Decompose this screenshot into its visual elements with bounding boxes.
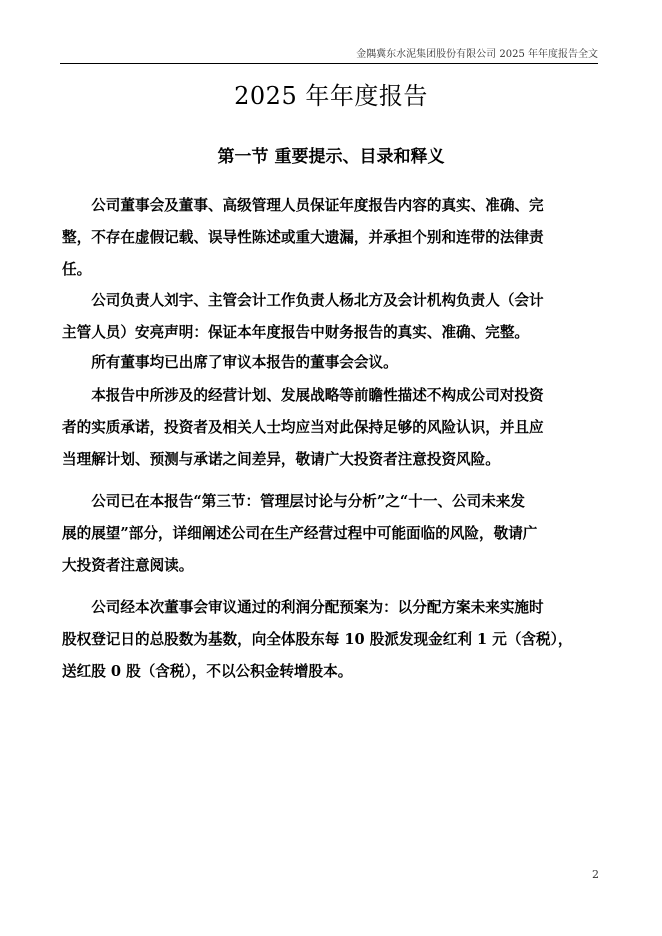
paragraph-forward-looking [62,380,604,476]
paragraph-line: 整，不存在虚假记载、误导性陈述或重大遗漏，并承担个别和连带的法律责 [62,229,544,246]
paragraph-line: 任。 [62,261,92,278]
report-title: 2025 年年度报告 [234,82,428,110]
paragraph-line: 主管人员）安亮声明：保证本年度报告中财务报告的真实、准确、完整。 [62,324,530,341]
paragraph-line: 大投资者注意阅读。 [62,557,194,574]
paragraph-line: 展的展望”部分，详细阐述公司在生产经营过程中可能面临的风险，敬请广 [62,525,538,542]
paragraph-attendance [62,347,604,379]
paragraph-line: 者的实质承诺，投资者及相关人士均应当对此保持足够的风险认识，并且应 [62,419,544,436]
paragraph-line: 公司经本次董事会审议通过的利润分配预案为：以分配方案未来实施时 [62,599,544,616]
paragraph-responsible-persons [62,285,604,349]
paragraph-line: 送红股 0 股（含税），不以公积金转增股本。 [62,663,353,680]
page-header [60,45,598,64]
paragraph-line: 公司董事会及董事、高级管理人员保证年度报告内容的真实、准确、完 [62,197,544,214]
paragraph-line: 所有董事均已出席了审议本报告的董事会会议。 [62,354,398,371]
paragraph-profit-distribution [62,592,604,688]
paragraph-line: 当理解计划、预测与承诺之间差异，敬请广大投资者注意投资风险。 [62,451,500,468]
section-title: 第一节 重要提示、目录和释义 [217,147,445,167]
paragraph-risk-reference [62,486,604,582]
paragraph-line: 股权登记日的总股数为基数，向全体股东每 10 股派发现金红利 1 元（含税）， [62,631,573,648]
header-text: 金隅冀东水泥集团股份有限公司 2025 年年度报告全文 [356,49,598,60]
paragraph-line: 公司负责人刘宇、主管会计工作负责人杨北方及会计机构负责人（会计 [62,292,544,309]
paragraph-line: 本报告中所涉及的经营计划、发展战略等前瞻性描述不构成公司对投资 [62,387,544,404]
paragraph-line: 公司已在本报告“第三节：管理层讨论与分析”之“十一、公司未来发 [62,493,525,510]
page-number: 2 [592,868,599,881]
paragraph-board-guarantee [62,190,604,286]
